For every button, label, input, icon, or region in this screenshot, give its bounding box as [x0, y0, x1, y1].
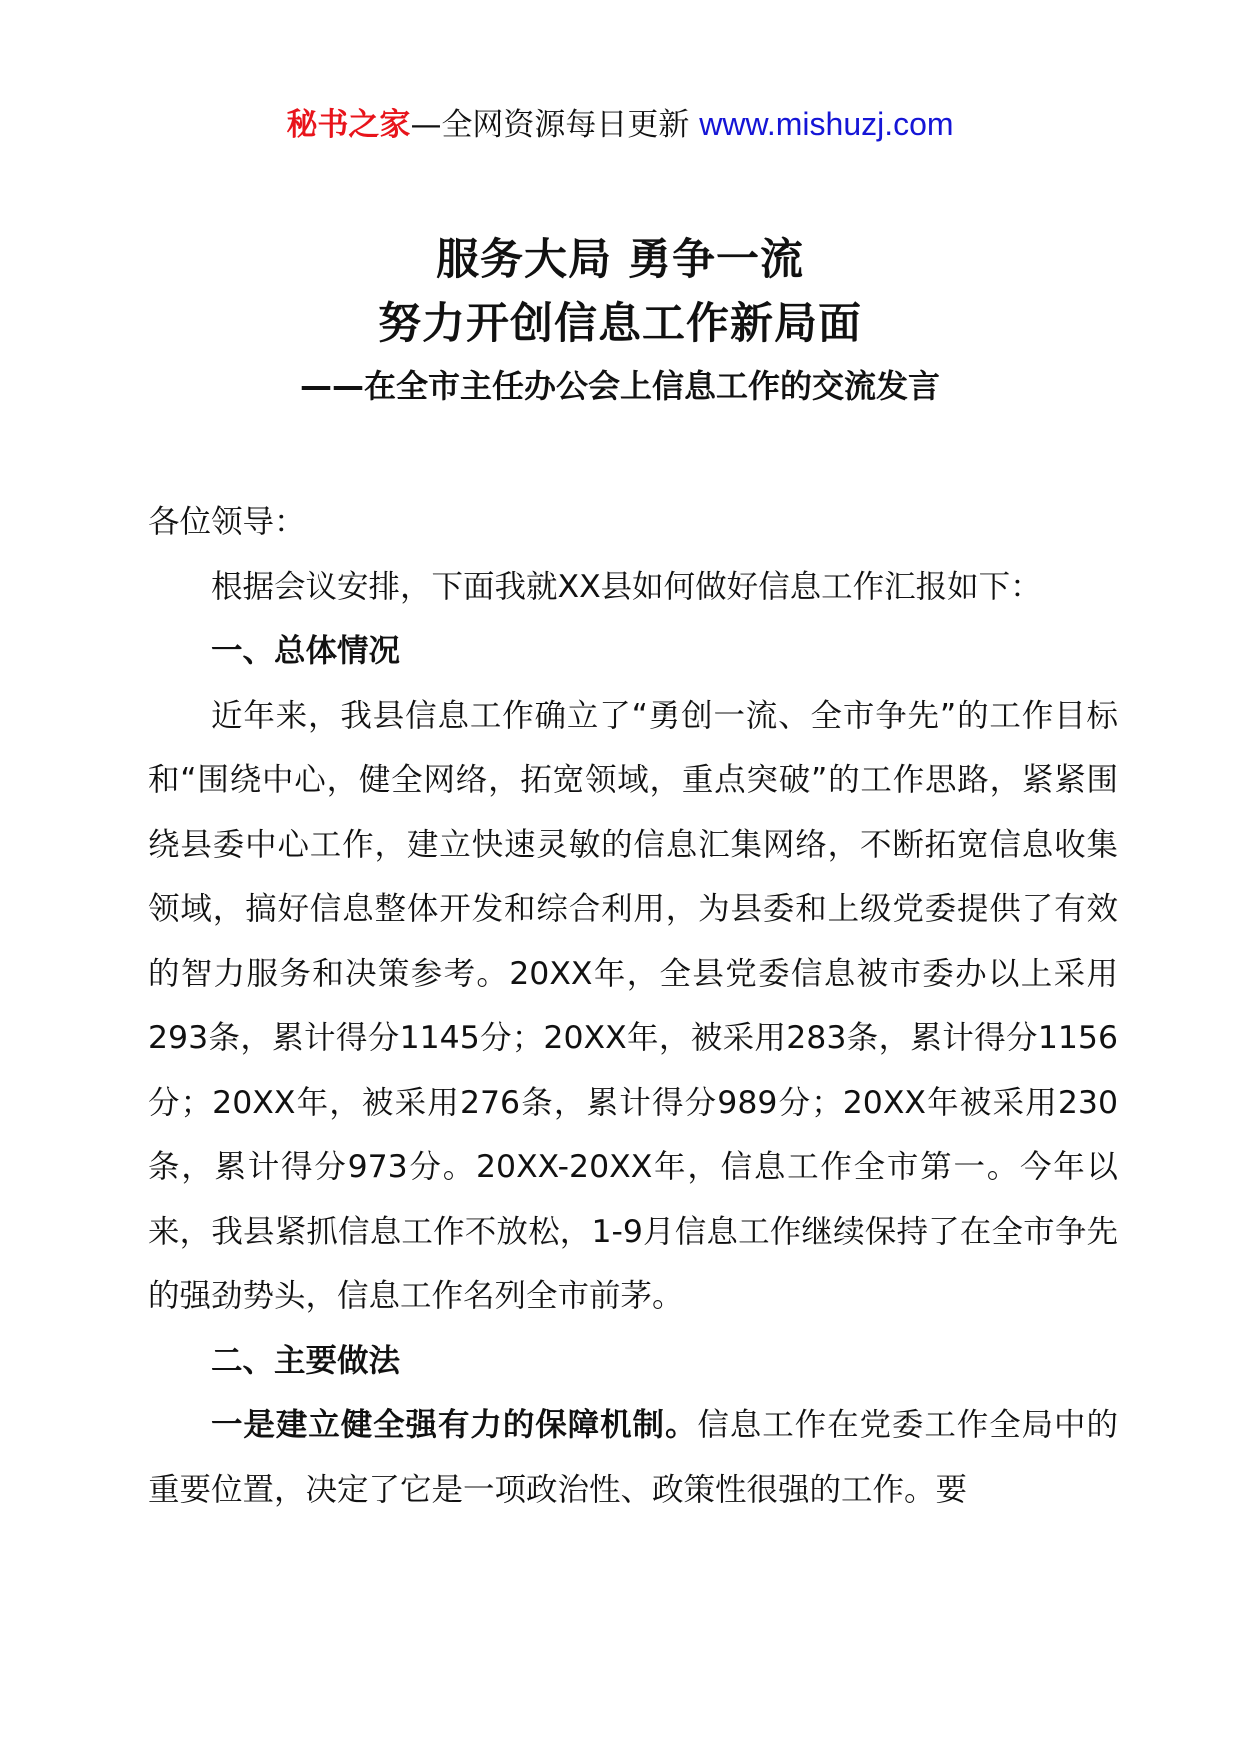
section-1-paragraph: 近年来，我县信息工作确立了“勇创一流、全市争先”的工作目标和“围绕中心，健全网络，拓宽领域，重点突破”的工作思路，紧紧围绕县委中心工作，建立快速灵敏的信息汇集网络，不断拓宽信息收集领域，搞好信息整体开发和综合利用，为县委和上级党委提供了有效的智力服务和决策参考。20XX年，全县党委信息被市委办以上采用293条，累计得分1145分；20XX年，被采用283条，累计得分1156分；20XX年，被采用276条，累计得分989分；20XX年被采用230条，累计得分973分。20XX-20XX年，信息工作全市第一。今年以来，我县紧抓信息工作不放松，1-9月信息工作继续保持了在全市争先的强劲势头，信息工作名列全市前茅。: [148, 697, 1118, 1314]
section-2-text: 信息工作在党委工作全局中的重要位置，决定了它是一项政治性、政策性很强的工作。要: [148, 1407, 1118, 1508]
section-heading-2: 二、主要做法: [211, 1342, 401, 1379]
section-2-lead: 一是建立健全强有力的保障机制。: [211, 1407, 698, 1443]
site-tagline: —全网资源每日更新: [410, 107, 700, 143]
document-title-line-1: 服务大局 勇争一流: [436, 235, 804, 285]
intro-paragraph: 根据会议安排，下面我就XX县如何做好信息工作汇报如下：: [211, 568, 1042, 605]
section-heading-1: 一、总体情况: [211, 633, 401, 669]
document-subtitle: ——在全市主任办公会上信息工作的交流发言: [299, 367, 940, 405]
document-body: [148, 490, 1118, 1522]
section-2-paragraph: [148, 1393, 1118, 1522]
site-url-link[interactable]: www.mishuzj.com: [699, 106, 954, 142]
document-title-line-2: 努力开创信息工作新局面: [378, 299, 862, 349]
site-header: [0, 104, 1240, 145]
document-title-block: [0, 228, 1240, 412]
salutation: 各位领导：: [148, 504, 306, 540]
site-brand: 秘书之家: [286, 107, 411, 143]
